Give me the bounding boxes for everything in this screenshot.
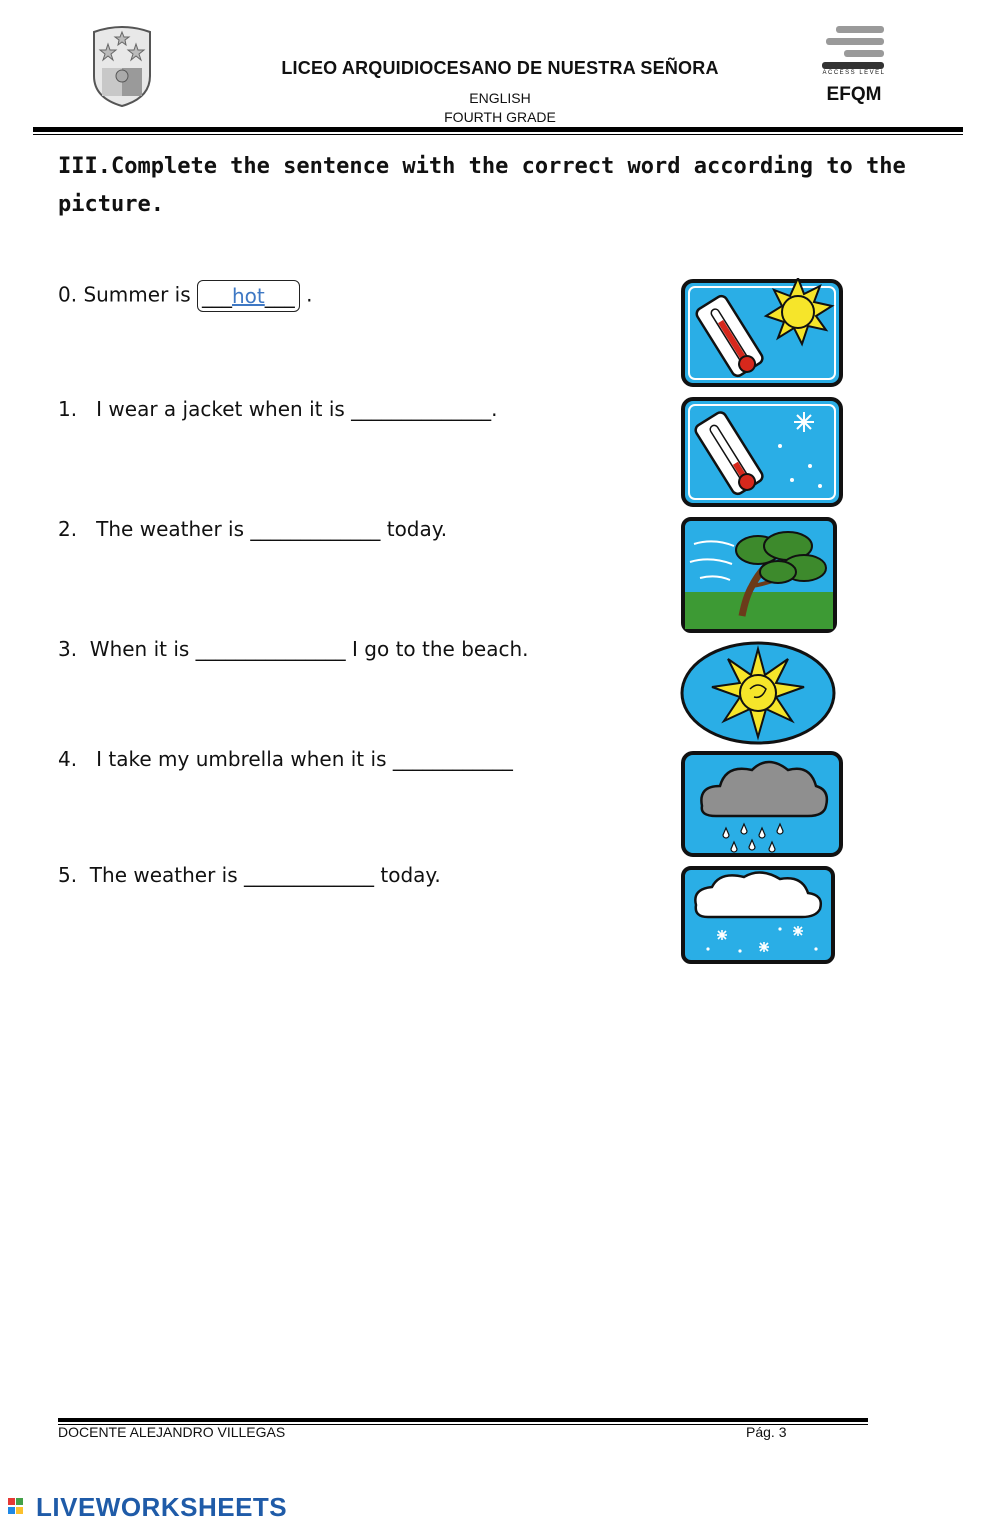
grade-label: FOURTH GRADE xyxy=(444,109,556,125)
hot-thermometer-sun-icon xyxy=(680,278,840,388)
rainy-cloud-icon xyxy=(680,750,840,858)
subject-label: ENGLISH xyxy=(469,90,531,106)
question-0-text: 0. Summer is xyxy=(58,282,197,307)
question-2[interactable]: 2. The weather is _____________ today. xyxy=(58,517,448,541)
question-1[interactable]: 1. I wear a jacket when it is ______________. xyxy=(58,397,498,421)
efqm-logo xyxy=(822,26,886,106)
liveworksheets-logo-icon xyxy=(8,1494,34,1516)
windy-tree-icon xyxy=(680,516,840,634)
header-divider-thin xyxy=(33,134,963,135)
question-4[interactable]: 4. I take my umbrella when it is ____________ xyxy=(58,747,513,771)
question-3[interactable]: 3. When it is _______________ I go to the beach. xyxy=(58,637,529,661)
question-0-end: . xyxy=(299,282,313,307)
instructions: III.Complete the sentence with the correct word according to the picture. xyxy=(58,154,906,217)
question-0 xyxy=(58,280,312,312)
efqm-small-text: ACCESS LEVEL xyxy=(822,70,886,76)
school-name: LICEO ARQUIDIOCESANO DE NUESTRA SEÑORA xyxy=(281,58,719,78)
question-5[interactable]: 5. The weather is _____________ today. xyxy=(58,863,441,887)
sunny-sun-icon xyxy=(680,640,840,746)
brand-text: LIVEWORKSHEETS xyxy=(36,1492,288,1522)
header-divider xyxy=(33,127,963,132)
footer-teacher: DOCENTE ALEJANDRO VILLEGAS xyxy=(58,1424,286,1440)
footer-divider xyxy=(58,1418,868,1422)
answer-box-0[interactable]: ___hot___ xyxy=(197,280,300,312)
snowy-cloud-icon xyxy=(680,865,840,965)
liveworksheets-brand xyxy=(8,1492,287,1523)
footer-page-number: Pág. 3 xyxy=(746,1424,787,1440)
answer-0: hot xyxy=(232,284,265,308)
cold-thermometer-snowflake-icon xyxy=(680,396,840,508)
efqm-brand-text: EFQM xyxy=(826,84,882,105)
